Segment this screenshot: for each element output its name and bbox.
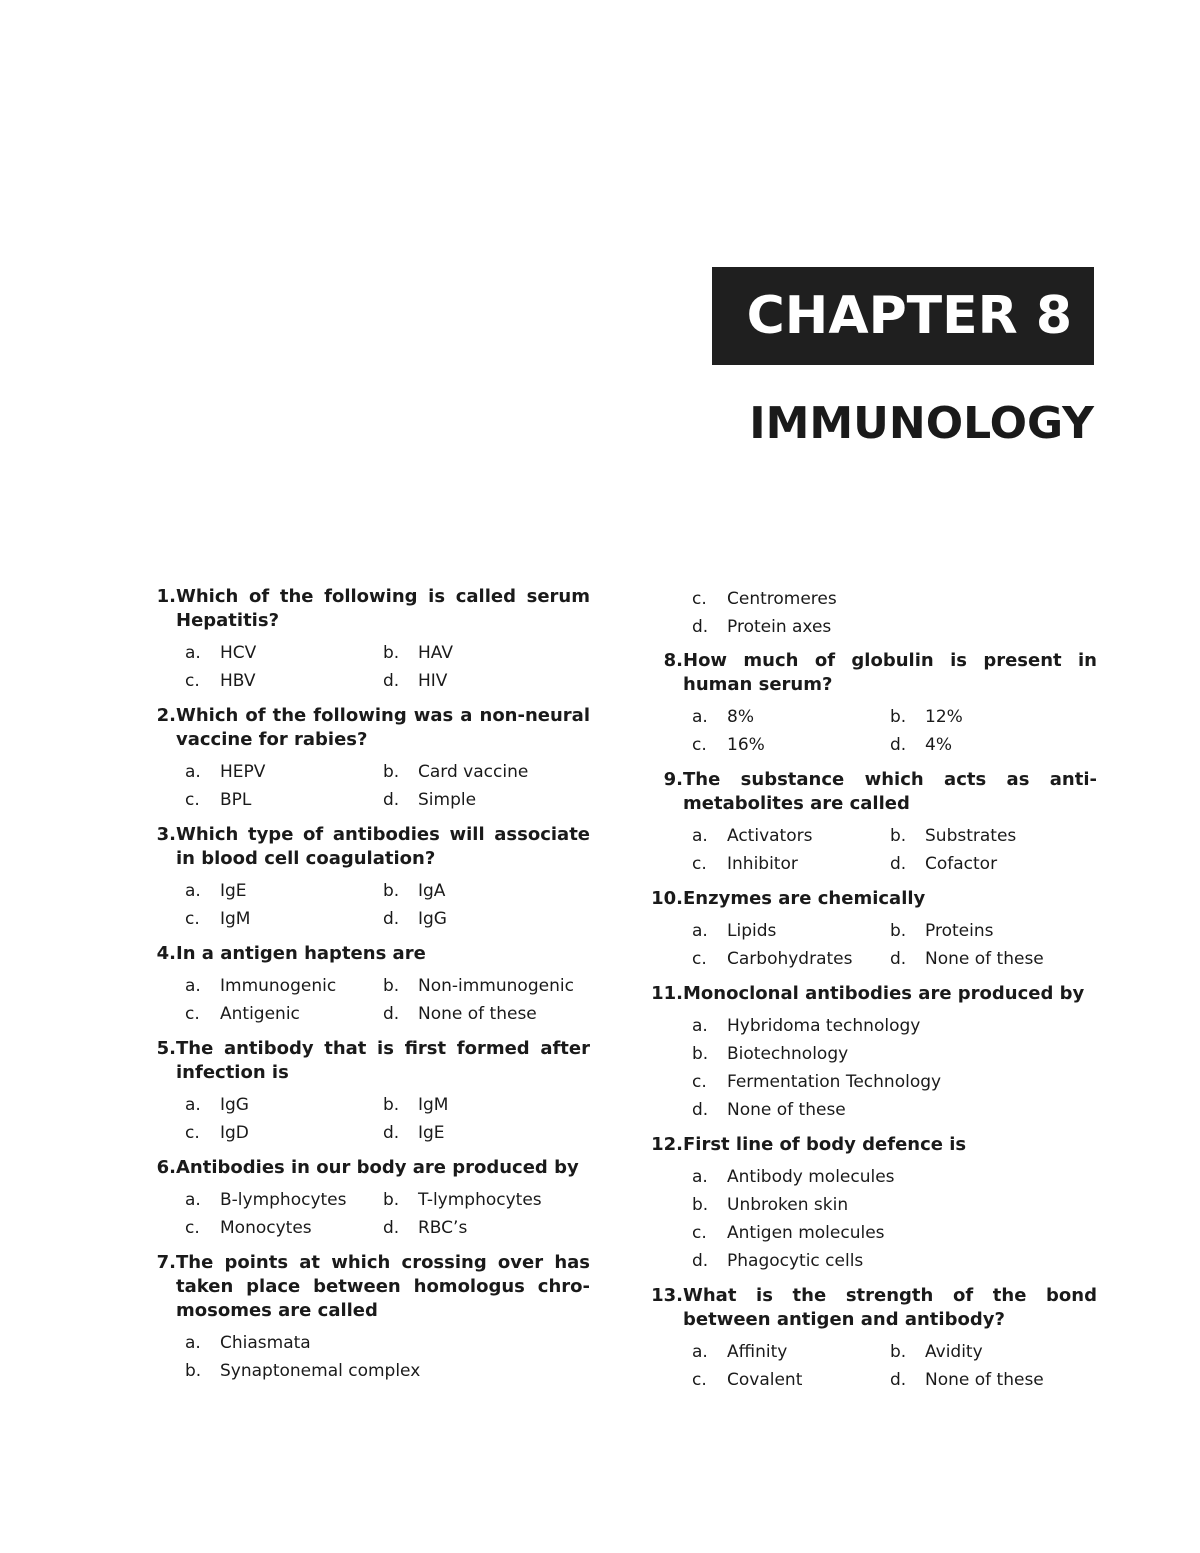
question-text: Antibodies in our body are produced by [176, 1157, 579, 1178]
option: b. IgA [383, 881, 446, 901]
continued-options [692, 585, 1097, 641]
option: a. Activators [692, 826, 813, 846]
option: c. Antigenic [185, 1004, 300, 1024]
option: a. Antibody molecules [692, 1167, 895, 1187]
option: a. IgE [185, 881, 247, 901]
question-number: 8. [663, 650, 683, 671]
question-6 [130, 1156, 590, 1242]
question-text: What is the strength of the bond between antigen and antibody? [683, 1285, 1097, 1330]
question-13 [637, 1284, 1097, 1394]
option: c. HBV [185, 671, 256, 691]
question-4 [130, 942, 590, 1028]
option: d. None of these [890, 949, 1044, 969]
question-number: 13. [651, 1285, 683, 1306]
option: c. IgD [185, 1123, 249, 1143]
option: c. Inhibitor [692, 854, 798, 874]
question-3 [130, 823, 590, 933]
question-12 [637, 1133, 1097, 1275]
question-text: Enzymes are chemically [683, 888, 926, 909]
option: d. HIV [383, 671, 448, 691]
option: c. BPL [185, 790, 252, 810]
option: a. 8% [692, 707, 754, 727]
option: d. None of these [383, 1004, 537, 1024]
question-text: The substance which acts as anti-metabolites are called [683, 769, 1097, 814]
option: d. None of these [890, 1370, 1044, 1390]
question-text: How much of globulin is present in human serum? [683, 650, 1097, 695]
right-column [637, 585, 1097, 1403]
option: a. Lipids [692, 921, 777, 941]
option: d. IgG [383, 909, 447, 929]
question-number: 6. [156, 1157, 176, 1178]
option: b. 12% [890, 707, 963, 727]
question-5 [130, 1037, 590, 1147]
option: d. None of these [692, 1100, 846, 1120]
option: d. IgE [383, 1123, 445, 1143]
question-text: In a antigen haptens are [176, 943, 426, 964]
option: a. Chiasmata [185, 1333, 311, 1353]
question-text: Monoclonal antibodies are produced by [683, 983, 1085, 1004]
option: a. HEPV [185, 762, 266, 782]
question-text: First line of body defence is [683, 1134, 967, 1155]
chapter-label: CHAPTER 8 [746, 286, 1072, 346]
option: b. T-lymphocytes [383, 1190, 542, 1210]
chapter-title: IMMUNOLOGY [749, 398, 1094, 449]
question-number: 2. [156, 705, 176, 726]
option: c. Antigen molecules [692, 1223, 885, 1243]
question-number: 3. [156, 824, 176, 845]
option: b. Card vaccine [383, 762, 529, 782]
question-8 [637, 649, 1097, 759]
option: d. 4% [890, 735, 952, 755]
option: c. 16% [692, 735, 765, 755]
option: a. IgG [185, 1095, 249, 1115]
option: c. Covalent [692, 1370, 803, 1390]
option: c. IgM [185, 909, 251, 929]
question-text: The antibody that is first formed after infection is [176, 1038, 590, 1083]
option: c. Carbohydrates [692, 949, 853, 969]
question-text: Which type of antibodies will associate in blood cell coagulation? [176, 824, 590, 869]
left-column [130, 585, 590, 1394]
option: d. RBC’s [383, 1218, 468, 1238]
question-number: 10. [651, 888, 683, 909]
question-number: 11. [651, 983, 683, 1004]
question-2 [130, 704, 590, 814]
question-text: Which of the following was a non-neural vaccine for rabies? [176, 705, 590, 750]
option: d. Protein axes [692, 617, 832, 637]
option: d. Cofactor [890, 854, 998, 874]
option: c. Centromeres [692, 589, 837, 609]
question-number: 5. [156, 1038, 176, 1059]
question-text: The points at which crossing over has taken place between homologus chro-mosomes are called [176, 1252, 590, 1321]
question-7 [130, 1251, 590, 1385]
chapter-label-box [712, 267, 1094, 365]
question-number: 12. [651, 1134, 683, 1155]
option: d. Phagocytic cells [692, 1251, 864, 1271]
option: b. IgM [383, 1095, 449, 1115]
option: b. Unbroken skin [692, 1195, 849, 1215]
option: b. Non-immunogenic [383, 976, 574, 996]
option: a. Immunogenic [185, 976, 337, 996]
option: b. Substrates [890, 826, 1017, 846]
question-10 [637, 887, 1097, 973]
question-number: 4. [156, 943, 176, 964]
option: a. Affinity [692, 1342, 788, 1362]
option: a. B-lymphocytes [185, 1190, 347, 1210]
question-9 [637, 768, 1097, 878]
question-number: 9. [663, 769, 683, 790]
question-1 [130, 585, 590, 695]
option: b. Biotechnology [692, 1044, 849, 1064]
question-text: Which of the following is called serum Hepatitis? [176, 586, 590, 631]
option: c. Fermentation Technology [692, 1072, 942, 1092]
option: d. Simple [383, 790, 477, 810]
question-11 [637, 982, 1097, 1124]
option: c. Monocytes [185, 1218, 312, 1238]
option: b. Avidity [890, 1342, 983, 1362]
option: b. Synaptonemal complex [185, 1361, 421, 1381]
question-number: 7. [156, 1252, 176, 1273]
option: a. Hybridoma technology [692, 1016, 921, 1036]
option: a. HCV [185, 643, 257, 663]
option: b. HAV [383, 643, 453, 663]
option: b. Proteins [890, 921, 994, 941]
question-number: 1. [156, 586, 176, 607]
